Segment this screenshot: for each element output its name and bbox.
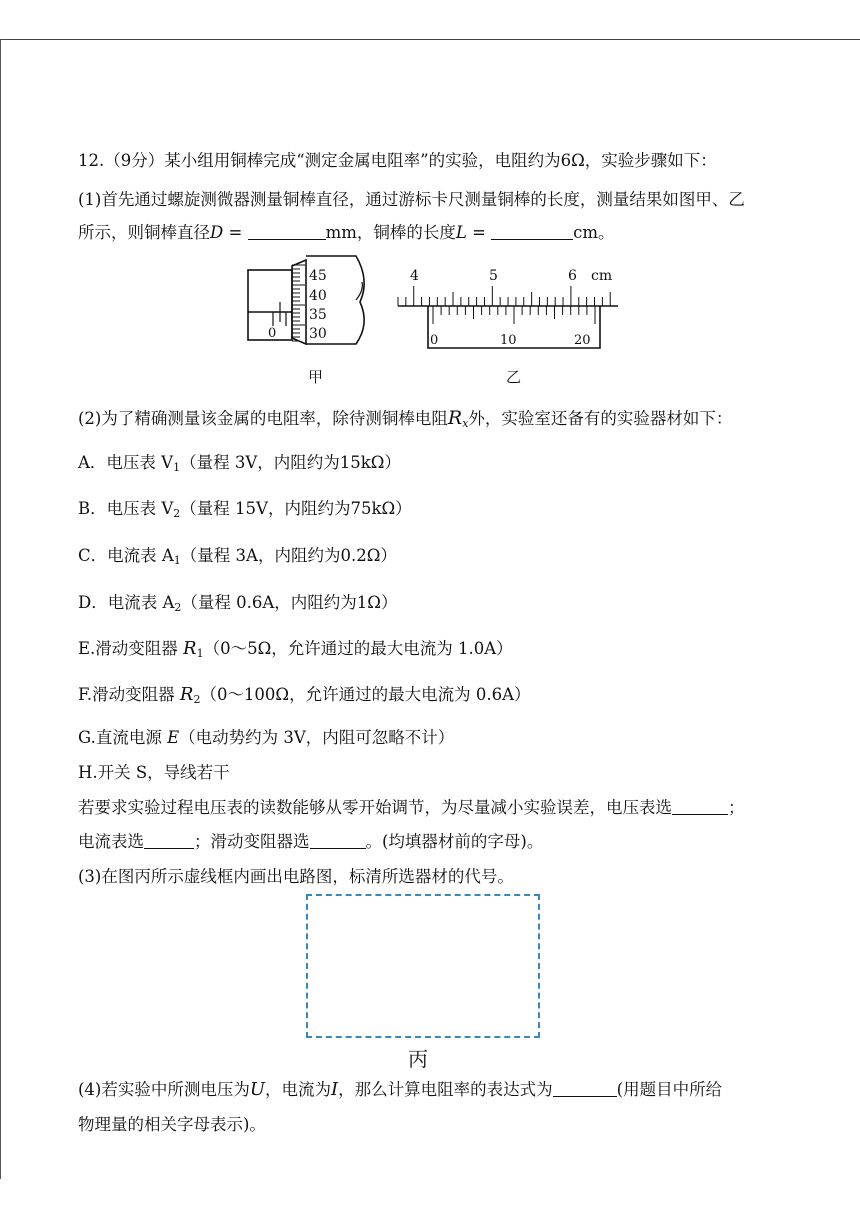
question-header: 12.（9分）某小组用铜棒完成“测定金属电阻率”的实验，电阻约为6Ω，实验步骤如下： <box>78 151 717 170</box>
requirement-text: 若要求实验过程电压表的读数能够从零开始调节，为尽量减小实验误差，电压表选 <box>78 798 672 817</box>
item-c-spec: （量程 3A，内阻约为0.2Ω） <box>180 546 397 565</box>
figure-caption-jia: 甲 <box>308 368 324 386</box>
micrometer-figure <box>246 254 386 346</box>
ammeter-blank[interactable] <box>144 832 194 849</box>
item-g-label: G.直流电源 <box>78 728 168 747</box>
part4-text-b: ，电流为 <box>265 1080 332 1099</box>
ammeter-text: 电流表选 <box>78 832 144 851</box>
var-r-sub: x <box>462 417 469 430</box>
requirement-line2 <box>78 831 543 853</box>
figure-caption-yi: 乙 <box>506 368 522 386</box>
caliper-vernier-ticks <box>433 306 595 324</box>
part4-text-a: (4)若实验中所测电压为 <box>78 1080 250 1099</box>
item-e-label: E.滑动变阻器 <box>78 639 184 658</box>
var-i: I <box>331 1079 339 1100</box>
item-d-sub: 2 <box>174 601 182 614</box>
item-b-sub: 2 <box>173 507 181 520</box>
rheostat-blank[interactable] <box>310 832 366 849</box>
item-c <box>78 545 397 572</box>
page-top-border <box>0 39 860 40</box>
voltmeter-blank[interactable] <box>672 798 728 815</box>
length-blank[interactable] <box>491 223 573 240</box>
item-e-sub: 1 <box>196 647 204 660</box>
micrometer-tick-label: 30 <box>309 326 327 342</box>
item-h: H.开关 S，导线若干 <box>78 763 230 782</box>
caliper-main-label: 6 <box>568 268 577 284</box>
micrometer-zero-label: 0 <box>268 326 277 341</box>
part2-intro <box>78 407 732 435</box>
item-d-label: D．电流表 A <box>78 593 175 612</box>
var-r: R <box>447 407 463 429</box>
caliper-main-ticks <box>398 286 610 306</box>
caliper-main-label: 4 <box>410 268 419 284</box>
var-u: U <box>249 1079 266 1100</box>
part1-text: 所示，则铜棒直径 <box>78 223 210 242</box>
diameter-blank[interactable] <box>248 223 326 240</box>
part4-text-c: ，那么计算电阻率的表达式为 <box>338 1080 553 1099</box>
part1-line1: (1)首先通过螺旋测微器测量铜棒直径，通过游标卡尺测量铜棒的长度，测量结果如图甲、乙 <box>78 190 745 209</box>
part1-line2 <box>78 222 615 244</box>
part4-line2: 物理量的相关字母表示)。 <box>78 1115 266 1134</box>
micrometer-tick-label: 40 <box>309 288 327 304</box>
item-e-spec: （0～5Ω，允许通过的最大电流为 1.0A） <box>203 639 513 658</box>
item-b-label: B．电压表 V <box>78 499 174 518</box>
micrometer-tick-label: 45 <box>309 268 327 284</box>
caliper-vernier-label: 10 <box>500 333 517 348</box>
item-a-label: A．电压表 V <box>78 453 174 472</box>
item-e-var: R <box>183 638 197 659</box>
circuit-drawing-area[interactable] <box>306 894 540 1038</box>
micrometer-tick-label: 35 <box>309 307 327 323</box>
item-c-sub: 1 <box>173 554 181 567</box>
caliper-vernier-label: 0 <box>430 333 439 348</box>
item-c-label: C．电流表 A <box>78 546 174 565</box>
item-a-spec: （量程 3V，内阻约为15kΩ） <box>180 453 401 472</box>
part4-text-d: (用题目中所给 <box>616 1080 723 1099</box>
micrometer-scale-ticks <box>292 265 305 341</box>
caliper-unit-label: cm <box>591 268 613 284</box>
item-f <box>78 684 531 711</box>
unit-mm-text: mm，铜棒的长度 <box>325 223 456 242</box>
item-a <box>78 452 401 479</box>
figure-caption-bing: 丙 <box>408 1047 428 1071</box>
item-g-spec: （电动势约为 3V，内阻可忽略不计） <box>179 728 455 747</box>
item-b-spec: （量程 15V，内阻约为75kΩ） <box>180 499 412 518</box>
item-d-spec: （量程 0.6A，内阻约为1Ω） <box>181 593 398 612</box>
item-e <box>78 638 513 665</box>
part2-text-b: 外，实验室还备有的实验器材如下： <box>468 409 733 428</box>
item-f-spec: （0～100Ω，允许通过的最大电流为 0.6A） <box>200 685 531 704</box>
rheostat-text: ；滑动变阻器选 <box>194 832 310 851</box>
var-d: D <box>210 223 224 242</box>
item-g-var: E <box>167 728 180 747</box>
caliper-vernier-label: 20 <box>574 333 591 348</box>
page-left-border <box>0 39 1 1179</box>
requirement-note: 。(均填器材前的字母)。 <box>365 832 544 851</box>
caliper-main-label: 5 <box>489 268 498 284</box>
unit-cm-text: cm。 <box>573 223 615 242</box>
item-g <box>78 727 454 749</box>
part3-text: (3)在图丙所示虚线框内画出电路图，标清所选器材的代号。 <box>78 867 514 886</box>
part4-line1 <box>78 1079 722 1101</box>
item-d <box>78 592 397 619</box>
resistivity-blank[interactable] <box>553 1080 617 1097</box>
item-f-sub: 2 <box>193 693 201 706</box>
requirement-line1 <box>78 797 745 819</box>
requirement-end: ； <box>728 798 745 817</box>
caliper-figure <box>396 262 621 354</box>
item-a-sub: 1 <box>173 461 181 474</box>
item-b <box>78 498 412 525</box>
item-f-label: F.滑动变阻器 <box>78 685 180 704</box>
item-f-var: R <box>179 684 194 705</box>
equals-2: = <box>466 223 492 242</box>
equals: = <box>223 223 248 242</box>
var-l: L <box>455 223 467 242</box>
part2-text-a: (2)为了精确测量该金属的电阻率，除待测铜棒电阻 <box>78 409 448 428</box>
